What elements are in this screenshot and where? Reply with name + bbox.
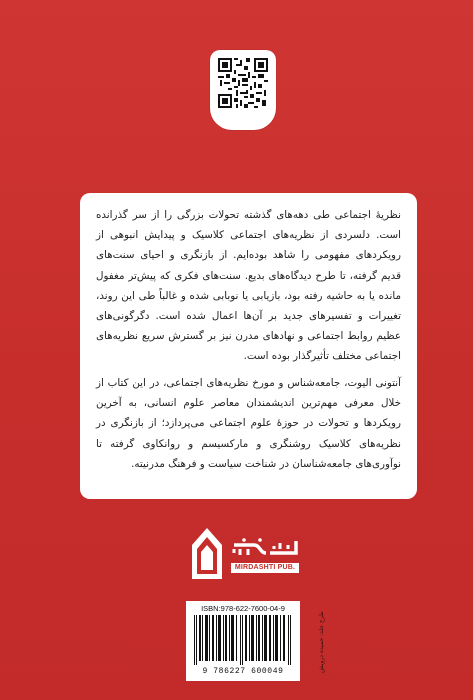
description-paragraph-1: نظریهٔ اجتماعی طی دهه‌های گذشته تحولات بزرگی را از سر گذرانده است. دلسردی از نظریه‌های اجتماعی کلاسیک و پیدایش انبوهی از رویکردهای مفهومی را شاهد بوده‌ایم. از بازنگری و احیای سنت‌های قدیم گرفته، تا طرح دیدگاه‌های بدیع. سنت‌های فکری که پیش‌تر مغفول مانده یا به حاشیه رفته بود، بازیابی یا نوبابی شده و غالباً طی این روند، تغییرات و تفسیرهای جدید بر آن‌ها اعمال شده است. دگرگونی‌های عظیم روابط اجتماعی و نهادهای مدرن نیز بر گسترش سریع نظریه‌های اجتماعی مختلف تأثیرگذار بوده است. [96, 209, 401, 363]
publisher-wordmark-icon [230, 537, 300, 559]
barcode-number: 9 786227 600049 [202, 667, 284, 676]
cover-designer-credit: طرح جلد: حمیده درویش [318, 611, 325, 673]
isbn-barcode-block [186, 601, 300, 681]
description-panel [80, 193, 417, 499]
qr-code-icon [218, 58, 268, 108]
qr-code-tag [210, 50, 276, 130]
publisher-logo [188, 525, 303, 585]
description-paragraph-2: آنتونی الیوت، جامعه‌شناس و مورخ نظریه‌های اجتماعی، در این کتاب از خلال معرفی مهم‌ترین اندیشمندان معاصر علوم انسانی، به آخرین رویکردها و تحولات در حوزهٔ علوم اجتماعی می‌پردازد؛ از بازنگری در نظریه‌های کلاسیک روشنگری و مارکسیسم و روانکاوی گرفته تا نوآوری‌های جامعه‌شناسان در شناخت سیاست و فرهنگ مدرنیته. [96, 377, 401, 470]
publisher-name-en: MIRDASHTI PUB. [231, 563, 299, 573]
publisher-emblem-icon [188, 525, 226, 583]
isbn-label: ISBN:978-622-7600-04-9 [201, 604, 285, 613]
barcode-icon [192, 615, 294, 665]
